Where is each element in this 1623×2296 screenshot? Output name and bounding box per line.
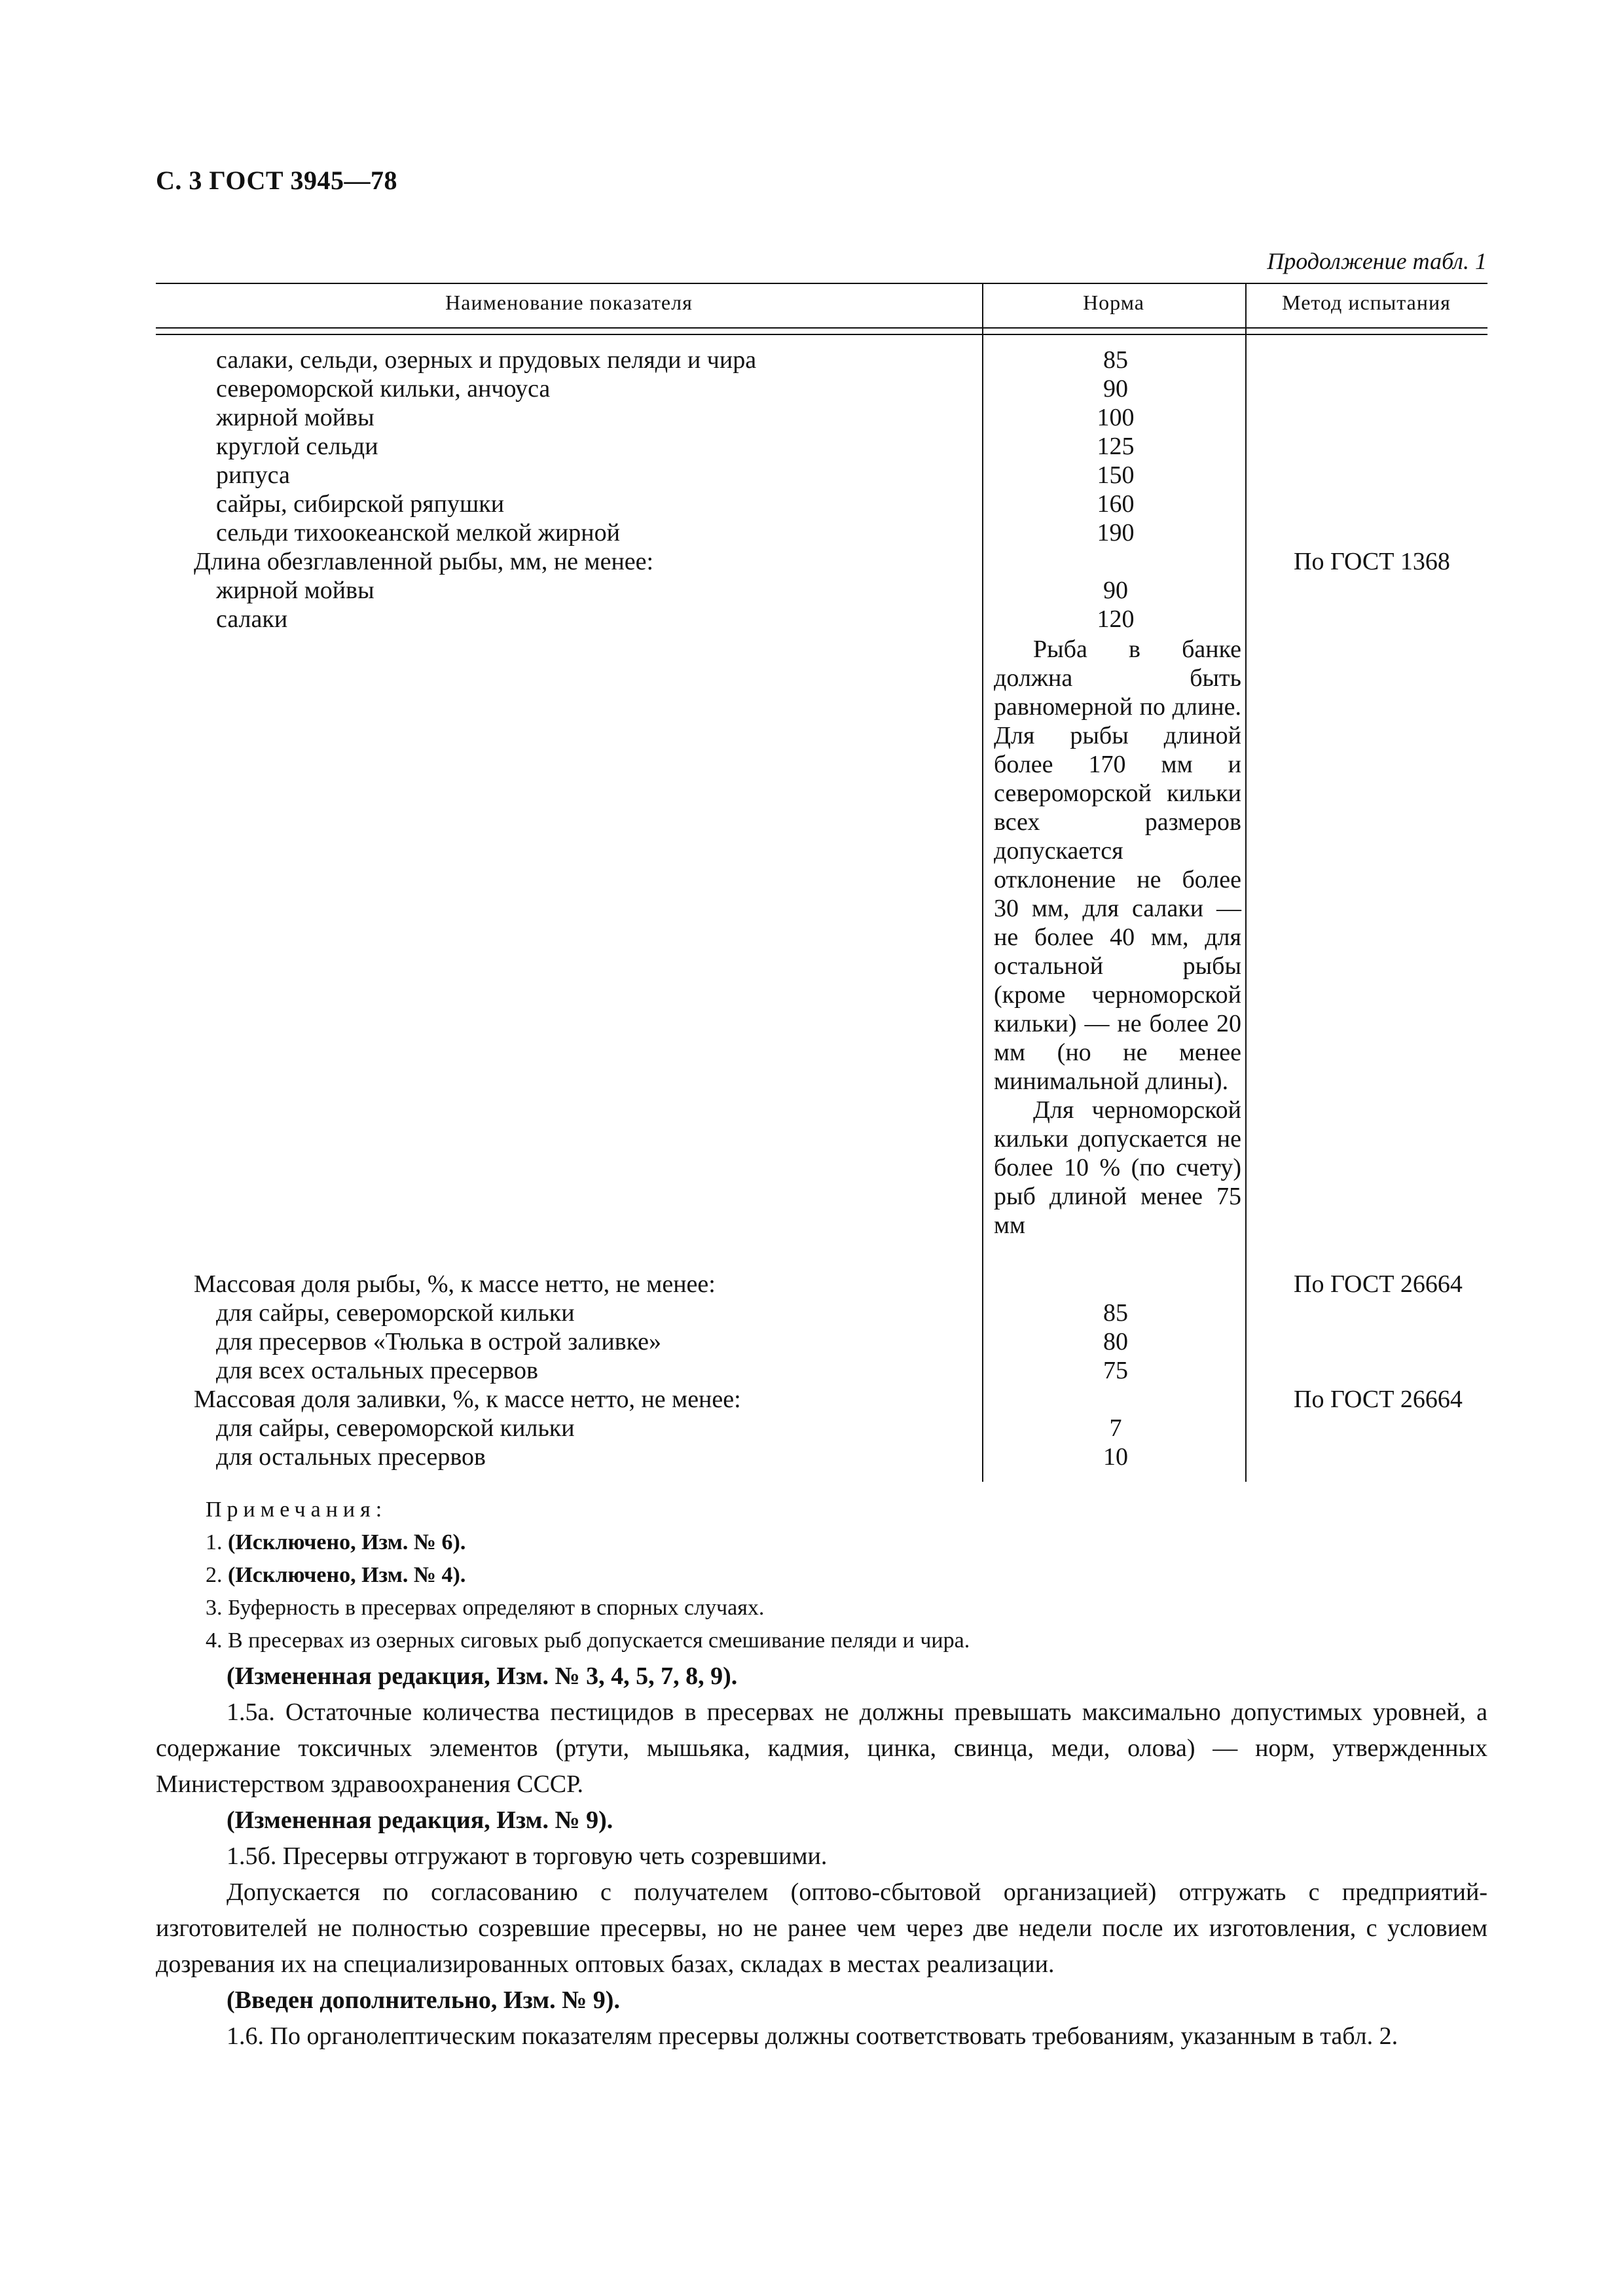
length-deviation-note-p1: Рыба в банке должна быть равномерной по длине. Для рыбы длиной более 170 мм и североморской кильки всех размеров допускается отклонение не более 30 мм, для салаки — не более 40 мм, для остальной рыбы (кроме черноморской кильки) — не более 20 мм (но не менее минимальной длины). xyxy=(994,636,1241,1095)
row-indicator-name: сайры, сибирской ряпушки xyxy=(216,490,505,518)
table-row xyxy=(0,576,1623,605)
row-test-method: По ГОСТ 1368 xyxy=(1294,548,1450,575)
table-caption: Продолжение табл. 1 xyxy=(1267,248,1487,274)
table-row xyxy=(0,1299,1623,1327)
table-row xyxy=(0,1385,1623,1414)
row-indicator-name: круглой сельди xyxy=(216,433,378,460)
row-norm-value: 85 xyxy=(1103,1299,1128,1327)
row-norm-value: 125 xyxy=(1097,433,1135,460)
row-indicator-name: рипуса xyxy=(216,461,290,489)
row-indicator-name: Длина обезглавленной рыбы, мм, не менее: xyxy=(194,548,654,575)
note-number: 3. xyxy=(206,1596,228,1620)
row-indicator-name: для пресервов «Тюлька в острой заливке» xyxy=(216,1328,662,1355)
table-header-norm: Норма xyxy=(1083,291,1144,314)
note-number: 2. xyxy=(206,1563,228,1587)
row-indicator-name: североморской кильки, анчоуса xyxy=(216,375,551,403)
paragraph-1-5a: 1.5а. Остаточные количества пестицидов в пресервах не должны превышать максимально допустимых уровней, а содержание токсичных элементов (ртути, мышьяка, кадмия, цинка, свинца, меди, олова) — норм, утвержденных Министерством здравоохранения СССР. xyxy=(156,1698,1487,1798)
table-row xyxy=(0,490,1623,518)
note-item xyxy=(206,1592,970,1624)
row-norm-value: 190 xyxy=(1097,519,1135,547)
paragraph-1-5b-2: Допускается по согласованию с получателем (оптово-сбытовой организацией) отгружать с предприятий-изготовителей не полностью созревшие пресервы, но не ранее чем через две недели после их изготовления, с условием дозревания их на специализированных оптовых базах, складах в местах реализации. xyxy=(156,1878,1487,1978)
length-deviation-note xyxy=(994,635,1241,1240)
table-row xyxy=(0,403,1623,432)
row-indicator-name: для сайры, североморской кильки xyxy=(216,1414,575,1442)
amendment-note-3: (Введен дополнительно, Изм. № 9). xyxy=(227,1986,620,2014)
table-header-rule-2 xyxy=(156,334,1487,335)
row-test-method: По ГОСТ 26664 xyxy=(1294,1270,1463,1298)
row-norm-value: 90 xyxy=(1103,577,1128,604)
row-indicator-name: салаки xyxy=(216,605,288,633)
table-header-rule xyxy=(156,327,1487,329)
body-text xyxy=(156,1659,1487,2054)
note-item xyxy=(206,1624,970,1657)
table-row xyxy=(0,432,1623,461)
note-item xyxy=(206,1526,970,1559)
row-indicator-name: для остальных пресервов xyxy=(216,1443,486,1471)
row-indicator-name: для всех остальных пресервов xyxy=(216,1357,538,1384)
notes-title: Примечания: xyxy=(206,1498,388,1522)
note-text: Буферность в пресервах определяют в спорных случаях. xyxy=(228,1596,765,1620)
table-row xyxy=(0,346,1623,374)
note-text: В пресервах из озерных сиговых рыб допускается смешивание пеляди и чира. xyxy=(228,1628,970,1653)
row-norm-value: 7 xyxy=(1109,1414,1122,1442)
note-number: 4. xyxy=(206,1628,228,1653)
table-row xyxy=(0,1356,1623,1385)
table-top-rule xyxy=(156,283,1487,284)
note-number: 1. xyxy=(206,1530,228,1554)
row-norm-value: 100 xyxy=(1097,404,1135,431)
row-indicator-name: салаки, сельди, озерных и прудовых пеляди и чира xyxy=(216,346,757,374)
table-header-name: Наименование показателя xyxy=(445,291,693,314)
note-text: (Исключено, Изм. № 4). xyxy=(228,1563,466,1587)
table-row xyxy=(0,518,1623,547)
amendment-note-1: (Измененная редакция, Изм. № 3, 4, 5, 7, 8, 9). xyxy=(227,1662,738,1690)
amendment-note-2: (Измененная редакция, Изм. № 9). xyxy=(227,1806,613,1834)
paragraph-1-6: 1.6. По органолептическим показателям пресервы должны соответствовать требованиям, указанным в табл. 2. xyxy=(227,2022,1398,2050)
row-norm-value: 80 xyxy=(1103,1328,1128,1355)
table-row xyxy=(0,1327,1623,1356)
row-indicator-name: жирной мойвы xyxy=(216,404,374,431)
note-item xyxy=(206,1559,970,1592)
table-row xyxy=(0,547,1623,576)
table-row xyxy=(0,1414,1623,1443)
table-row xyxy=(0,461,1623,490)
paragraph-1-5b: 1.5б. Пресервы отгружают в торговую четь созревшими. xyxy=(227,1842,828,1870)
table-header-method: Метод испытания xyxy=(1282,291,1451,314)
table-row xyxy=(0,1443,1623,1471)
row-norm-value: 85 xyxy=(1103,346,1128,374)
row-norm-value: 90 xyxy=(1103,375,1128,403)
row-norm-value: 160 xyxy=(1097,490,1135,518)
row-indicator-name: жирной мойвы xyxy=(216,577,374,604)
length-deviation-note-p2: Для черноморской кильки допускается не более 10 % (по счету) рыб длиной менее 75 мм xyxy=(994,1096,1241,1239)
row-norm-value: 10 xyxy=(1103,1443,1128,1471)
row-norm-value: 120 xyxy=(1097,605,1135,633)
row-norm-value: 150 xyxy=(1097,461,1135,489)
row-indicator-name: Массовая доля рыбы, %, к массе нетто, не менее: xyxy=(194,1270,716,1298)
row-indicator-name: для сайры, североморской кильки xyxy=(216,1299,575,1327)
row-norm-value: 75 xyxy=(1103,1357,1128,1384)
notes-block xyxy=(206,1494,970,1657)
table-row xyxy=(0,374,1623,403)
table-row xyxy=(0,605,1623,634)
table-row xyxy=(0,1270,1623,1299)
row-indicator-name: сельди тихоокеанской мелкой жирной xyxy=(216,519,620,547)
note-text: (Исключено, Изм. № 6). xyxy=(228,1530,466,1554)
row-indicator-name: Массовая доля заливки, %, к массе нетто, не менее: xyxy=(194,1386,741,1413)
row-test-method: По ГОСТ 26664 xyxy=(1294,1386,1463,1413)
page-header: С. 3 ГОСТ 3945—78 xyxy=(156,166,398,195)
